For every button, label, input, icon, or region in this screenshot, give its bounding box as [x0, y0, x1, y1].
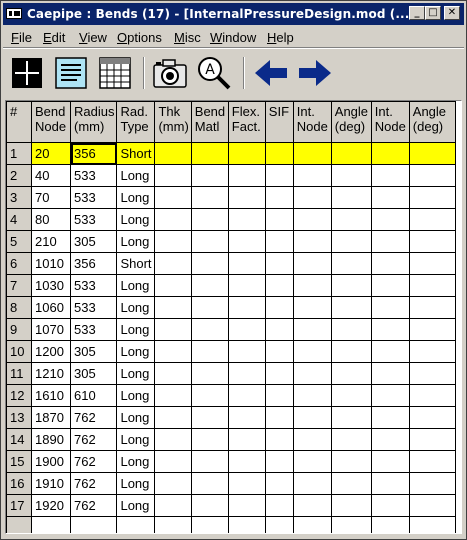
grid-cell[interactable] — [117, 517, 155, 535]
grid-cell[interactable] — [155, 209, 191, 231]
grid-cell[interactable] — [409, 275, 455, 297]
grid-cell[interactable]: 533 — [71, 209, 117, 231]
grid-cell[interactable] — [191, 517, 228, 535]
grid-cell[interactable]: 1060 — [32, 297, 71, 319]
grid-cell[interactable] — [228, 319, 265, 341]
column-header[interactable]: # — [7, 102, 32, 143]
grid-cell[interactable]: 40 — [32, 165, 71, 187]
grid-cell[interactable] — [265, 231, 293, 253]
grid-cell[interactable] — [293, 275, 331, 297]
row-number: 3 — [7, 187, 32, 209]
grid-cell[interactable] — [155, 473, 191, 495]
grid-cell[interactable] — [409, 473, 455, 495]
grid-cell[interactable] — [191, 341, 228, 363]
grid-cell[interactable] — [191, 165, 228, 187]
app-icon[interactable] — [6, 8, 22, 19]
grid-cell[interactable]: 533 — [71, 275, 117, 297]
grid-cell[interactable] — [228, 451, 265, 473]
grid-cell[interactable] — [331, 385, 371, 407]
table-row[interactable] — [7, 143, 456, 165]
grid-cell[interactable]: 1890 — [32, 429, 71, 451]
grid-cell[interactable] — [371, 187, 409, 209]
grid-cell[interactable] — [293, 363, 331, 385]
grid-cell[interactable] — [265, 297, 293, 319]
grid-cell[interactable] — [155, 297, 191, 319]
grid-cell[interactable] — [32, 517, 71, 535]
grid-cell[interactable] — [265, 495, 293, 517]
grid-cell[interactable] — [331, 451, 371, 473]
grid-cell[interactable] — [409, 517, 455, 535]
grid-cell[interactable]: 305 — [71, 231, 117, 253]
row-number: 11 — [7, 363, 32, 385]
grid-cell[interactable] — [293, 165, 331, 187]
toolbar — [3, 51, 464, 97]
grid-cell[interactable] — [155, 319, 191, 341]
row-number: 12 — [7, 385, 32, 407]
grid-cell[interactable] — [191, 231, 228, 253]
grid-cell[interactable] — [409, 363, 455, 385]
table-row[interactable] — [7, 341, 456, 363]
menu-window[interactable]: Window — [210, 30, 257, 45]
table-row[interactable] — [7, 165, 456, 187]
grid-cell[interactable] — [371, 517, 409, 535]
grid-cell[interactable] — [228, 187, 265, 209]
grid-cell[interactable] — [331, 363, 371, 385]
grid-cell[interactable]: 356 — [71, 253, 117, 275]
grid-cell[interactable] — [228, 143, 265, 165]
grid-cell[interactable] — [371, 495, 409, 517]
table-row[interactable] — [7, 209, 456, 231]
table-row[interactable] — [7, 495, 456, 517]
grid-cell[interactable] — [331, 187, 371, 209]
grid-cell[interactable] — [191, 495, 228, 517]
grid-cell[interactable]: Long — [117, 341, 155, 363]
grid-cell[interactable] — [228, 165, 265, 187]
grid-cell[interactable] — [331, 429, 371, 451]
table-row[interactable] — [7, 275, 456, 297]
grid-cell[interactable]: 70 — [32, 187, 71, 209]
menu-help[interactable]: Help — [267, 30, 294, 45]
grid-cell[interactable]: Long — [117, 385, 155, 407]
column-header[interactable]: Rad. Type — [117, 102, 155, 143]
grid-cell[interactable] — [155, 385, 191, 407]
grid-cell[interactable] — [228, 297, 265, 319]
back-arrow-icon[interactable] — [253, 55, 289, 91]
grid-cell[interactable]: 80 — [32, 209, 71, 231]
grid-cell[interactable]: Long — [117, 165, 155, 187]
grid-cell[interactable] — [228, 495, 265, 517]
minimize-button[interactable]: _ — [409, 6, 425, 20]
grid-cell[interactable] — [228, 517, 265, 535]
column-header[interactable]: Angle (deg) — [409, 102, 455, 143]
grid-cell[interactable] — [331, 143, 371, 165]
row-number: 9 — [7, 319, 32, 341]
grid-cell[interactable] — [155, 407, 191, 429]
grid-cell[interactable] — [155, 495, 191, 517]
grid-cell[interactable] — [293, 385, 331, 407]
grid-cell[interactable] — [409, 341, 455, 363]
row-number — [7, 517, 32, 535]
grid-cell[interactable] — [265, 143, 293, 165]
grid-cell[interactable]: 610 — [71, 385, 117, 407]
graphics-window-icon[interactable] — [9, 55, 45, 91]
grid-cell[interactable]: 305 — [71, 341, 117, 363]
table-row[interactable] — [7, 231, 456, 253]
grid-cell[interactable]: 1610 — [32, 385, 71, 407]
row-number: 1 — [7, 143, 32, 165]
grid-cell[interactable] — [191, 407, 228, 429]
table-row[interactable] — [7, 187, 456, 209]
grid-cell[interactable] — [71, 517, 117, 535]
table-row[interactable] — [7, 319, 456, 341]
column-header[interactable]: Flex. Fact. — [228, 102, 265, 143]
table-row[interactable] — [7, 385, 456, 407]
window-title: Caepipe : Bends (17) - [InternalPressureDesign.mod (... — [27, 7, 410, 21]
grid-cell[interactable] — [293, 253, 331, 275]
grid-cell[interactable]: 1030 — [32, 275, 71, 297]
grid-cell[interactable] — [155, 517, 191, 535]
grid-cell[interactable] — [265, 253, 293, 275]
grid-cell[interactable] — [293, 407, 331, 429]
menu-separator — [3, 47, 464, 49]
row-number: 13 — [7, 407, 32, 429]
grid-cell[interactable]: Long — [117, 275, 155, 297]
grid-cell[interactable]: 1870 — [32, 407, 71, 429]
grid-cell[interactable]: Long — [117, 495, 155, 517]
zoom-find-icon[interactable] — [196, 55, 232, 91]
grid-cell[interactable] — [293, 209, 331, 231]
grid-cell[interactable]: 533 — [71, 297, 117, 319]
grid-cell[interactable] — [371, 473, 409, 495]
grid-cell[interactable] — [155, 341, 191, 363]
grid-cell[interactable]: 762 — [71, 495, 117, 517]
grid-cell[interactable] — [331, 297, 371, 319]
grid-cell[interactable] — [265, 319, 293, 341]
column-header[interactable]: Int. Node — [293, 102, 331, 143]
grid-cell[interactable] — [409, 231, 455, 253]
grid-cell[interactable] — [191, 319, 228, 341]
grid-cell[interactable] — [191, 385, 228, 407]
grid-cell[interactable] — [155, 429, 191, 451]
svg-text:A: A — [205, 62, 215, 78]
grid-cell[interactable] — [409, 297, 455, 319]
grid-cell[interactable] — [228, 275, 265, 297]
grid-cell[interactable] — [331, 165, 371, 187]
grid-cell[interactable] — [371, 407, 409, 429]
grid-cell[interactable] — [155, 187, 191, 209]
grid-cell[interactable] — [155, 231, 191, 253]
grid-cell[interactable] — [191, 429, 228, 451]
grid-cell[interactable] — [371, 297, 409, 319]
spreadsheet-icon[interactable] — [97, 55, 133, 91]
grid-cell[interactable] — [293, 319, 331, 341]
grid-cell[interactable] — [409, 451, 455, 473]
row-number: 15 — [7, 451, 32, 473]
grid-cell[interactable] — [409, 407, 455, 429]
grid-cell[interactable] — [293, 297, 331, 319]
grid-cell[interactable] — [228, 429, 265, 451]
row-number: 17 — [7, 495, 32, 517]
menu-bar — [3, 27, 464, 47]
grid-cell[interactable] — [265, 451, 293, 473]
bends-grid[interactable] — [5, 100, 462, 534]
grid-cell[interactable] — [409, 165, 455, 187]
column-header[interactable]: SIF — [265, 102, 293, 143]
grid-cell[interactable]: 762 — [71, 429, 117, 451]
column-header[interactable]: Radius (mm) — [71, 102, 117, 143]
grid-cell[interactable]: 210 — [32, 231, 71, 253]
row-number: 5 — [7, 231, 32, 253]
grid-cell[interactable] — [293, 451, 331, 473]
menu-file[interactable]: File — [11, 30, 32, 45]
grid-cell[interactable] — [228, 407, 265, 429]
grid-cell[interactable] — [331, 319, 371, 341]
grid-cell[interactable] — [191, 187, 228, 209]
grid-cell[interactable] — [265, 187, 293, 209]
grid-cell[interactable] — [371, 385, 409, 407]
grid-cell[interactable]: 1070 — [32, 319, 71, 341]
grid-cell[interactable]: 1200 — [32, 341, 71, 363]
grid-cell[interactable] — [265, 165, 293, 187]
grid-cell[interactable]: 1910 — [32, 473, 71, 495]
row-number: 6 — [7, 253, 32, 275]
grid-cell[interactable]: 1010 — [32, 253, 71, 275]
grid-cell[interactable] — [331, 473, 371, 495]
grid-cell[interactable] — [191, 209, 228, 231]
grid-cell[interactable] — [371, 363, 409, 385]
row-number: 7 — [7, 275, 32, 297]
toolbar-separator — [143, 57, 145, 89]
row-number: 14 — [7, 429, 32, 451]
grid-cell[interactable] — [409, 143, 455, 165]
close-button[interactable]: ✕ — [444, 6, 460, 20]
grid-cell[interactable]: 1920 — [32, 495, 71, 517]
row-number: 8 — [7, 297, 32, 319]
grid-cell[interactable] — [228, 341, 265, 363]
column-header[interactable]: Bend Node — [32, 102, 71, 143]
grid-cell[interactable] — [331, 275, 371, 297]
grid-cell[interactable] — [409, 429, 455, 451]
grid-cell[interactable] — [191, 473, 228, 495]
grid-cell[interactable] — [191, 143, 228, 165]
grid-cell[interactable]: Long — [117, 429, 155, 451]
grid-cell[interactable]: Long — [117, 407, 155, 429]
grid-cell[interactable] — [265, 473, 293, 495]
grid-cell[interactable] — [155, 165, 191, 187]
grid-cell[interactable] — [191, 363, 228, 385]
grid-cell[interactable] — [371, 451, 409, 473]
grid-cell[interactable] — [409, 495, 455, 517]
grid-body — [7, 143, 456, 535]
grid-cell[interactable]: 762 — [71, 407, 117, 429]
grid-cell[interactable] — [265, 429, 293, 451]
list-text-icon[interactable] — [53, 55, 89, 91]
grid-cell[interactable] — [228, 253, 265, 275]
grid-cell[interactable] — [265, 209, 293, 231]
grid-cell[interactable] — [409, 385, 455, 407]
grid-cell[interactable]: 762 — [71, 473, 117, 495]
menu-view[interactable]: View — [79, 30, 107, 45]
grid-cell[interactable]: 305 — [71, 363, 117, 385]
bends-table — [6, 101, 456, 534]
row-number: 2 — [7, 165, 32, 187]
grid-cell[interactable] — [371, 341, 409, 363]
grid-cell[interactable] — [371, 209, 409, 231]
maximize-button[interactable]: □ — [425, 6, 441, 20]
grid-cell[interactable]: 20 — [32, 143, 71, 165]
grid-cell[interactable] — [293, 495, 331, 517]
column-header[interactable]: Int. Node — [371, 102, 409, 143]
grid-cell[interactable] — [409, 209, 455, 231]
grid-cell[interactable] — [293, 429, 331, 451]
grid-cell[interactable] — [155, 363, 191, 385]
grid-cell[interactable] — [409, 319, 455, 341]
column-header[interactable]: Bend Matl — [191, 102, 228, 143]
menu-edit[interactable]: Edit — [43, 30, 66, 45]
grid-cell[interactable]: Long — [117, 473, 155, 495]
grid-cell[interactable]: Long — [117, 363, 155, 385]
grid-cell[interactable] — [191, 253, 228, 275]
grid-cell[interactable]: Short — [117, 253, 155, 275]
grid-cell[interactable] — [331, 231, 371, 253]
grid-cell[interactable] — [293, 341, 331, 363]
grid-cell[interactable]: 533 — [71, 319, 117, 341]
menu-misc[interactable]: Misc — [174, 30, 201, 45]
table-row[interactable] — [7, 429, 456, 451]
grid-cell[interactable] — [265, 407, 293, 429]
grid-cell[interactable] — [265, 363, 293, 385]
grid-cell[interactable] — [191, 297, 228, 319]
grid-cell[interactable] — [331, 209, 371, 231]
row-number: 10 — [7, 341, 32, 363]
grid-cell[interactable] — [371, 319, 409, 341]
grid-cell[interactable] — [155, 143, 191, 165]
grid-cell[interactable] — [409, 187, 455, 209]
toolbar-separator-2 — [243, 57, 245, 89]
grid-cell[interactable] — [331, 253, 371, 275]
camera-icon[interactable] — [152, 55, 188, 91]
grid-cell[interactable] — [371, 253, 409, 275]
grid-cell[interactable] — [191, 275, 228, 297]
grid-cell[interactable]: Long — [117, 451, 155, 473]
grid-cell[interactable] — [331, 517, 371, 535]
grid-cell[interactable] — [331, 407, 371, 429]
grid-cell[interactable] — [371, 275, 409, 297]
grid-cell[interactable] — [409, 253, 455, 275]
row-number: 16 — [7, 473, 32, 495]
grid-cell[interactable] — [228, 385, 265, 407]
grid-cell[interactable]: 356 — [71, 143, 117, 165]
grid-cell[interactable]: Long — [117, 187, 155, 209]
grid-cell[interactable]: Short — [117, 143, 155, 165]
grid-cell[interactable] — [228, 363, 265, 385]
grid-cell[interactable]: 1210 — [32, 363, 71, 385]
grid-cell[interactable] — [331, 495, 371, 517]
grid-cell[interactable]: 533 — [71, 187, 117, 209]
row-number: 4 — [7, 209, 32, 231]
column-header[interactable]: Thk (mm) — [155, 102, 191, 143]
grid-cell[interactable] — [155, 275, 191, 297]
table-row[interactable] — [7, 407, 456, 429]
table-row[interactable] — [7, 517, 456, 535]
forward-arrow-icon[interactable] — [297, 55, 333, 91]
grid-cell[interactable] — [331, 341, 371, 363]
grid-cell[interactable] — [293, 187, 331, 209]
table-row[interactable] — [7, 297, 456, 319]
table-row[interactable] — [7, 253, 456, 275]
grid-cell[interactable] — [265, 275, 293, 297]
grid-cell[interactable] — [191, 451, 228, 473]
grid-cell[interactable]: Long — [117, 319, 155, 341]
grid-cell[interactable] — [371, 429, 409, 451]
grid-cell[interactable] — [371, 231, 409, 253]
grid-cell[interactable]: 1900 — [32, 451, 71, 473]
grid-cell[interactable] — [293, 517, 331, 535]
grid-cell[interactable] — [371, 165, 409, 187]
grid-cell[interactable] — [371, 143, 409, 165]
table-row[interactable] — [7, 451, 456, 473]
grid-cell[interactable] — [293, 473, 331, 495]
grid-cell[interactable] — [155, 451, 191, 473]
grid-cell[interactable]: 533 — [71, 165, 117, 187]
grid-cell[interactable]: Long — [117, 209, 155, 231]
title-bar[interactable] — [3, 3, 464, 25]
grid-cell[interactable] — [228, 209, 265, 231]
header-row — [7, 102, 456, 143]
grid-cell[interactable] — [265, 517, 293, 535]
table-row[interactable] — [7, 473, 456, 495]
column-header[interactable]: Angle (deg) — [331, 102, 371, 143]
grid-cell[interactable]: Long — [117, 231, 155, 253]
grid-cell[interactable] — [155, 253, 191, 275]
grid-cell[interactable] — [293, 231, 331, 253]
grid-cell[interactable] — [265, 341, 293, 363]
grid-cell[interactable] — [228, 231, 265, 253]
table-row[interactable] — [7, 363, 456, 385]
grid-cell[interactable]: Long — [117, 297, 155, 319]
menu-options[interactable]: Options — [117, 30, 162, 45]
grid-cell[interactable]: 762 — [71, 451, 117, 473]
grid-cell[interactable] — [228, 473, 265, 495]
grid-cell[interactable] — [265, 385, 293, 407]
grid-cell[interactable] — [293, 143, 331, 165]
